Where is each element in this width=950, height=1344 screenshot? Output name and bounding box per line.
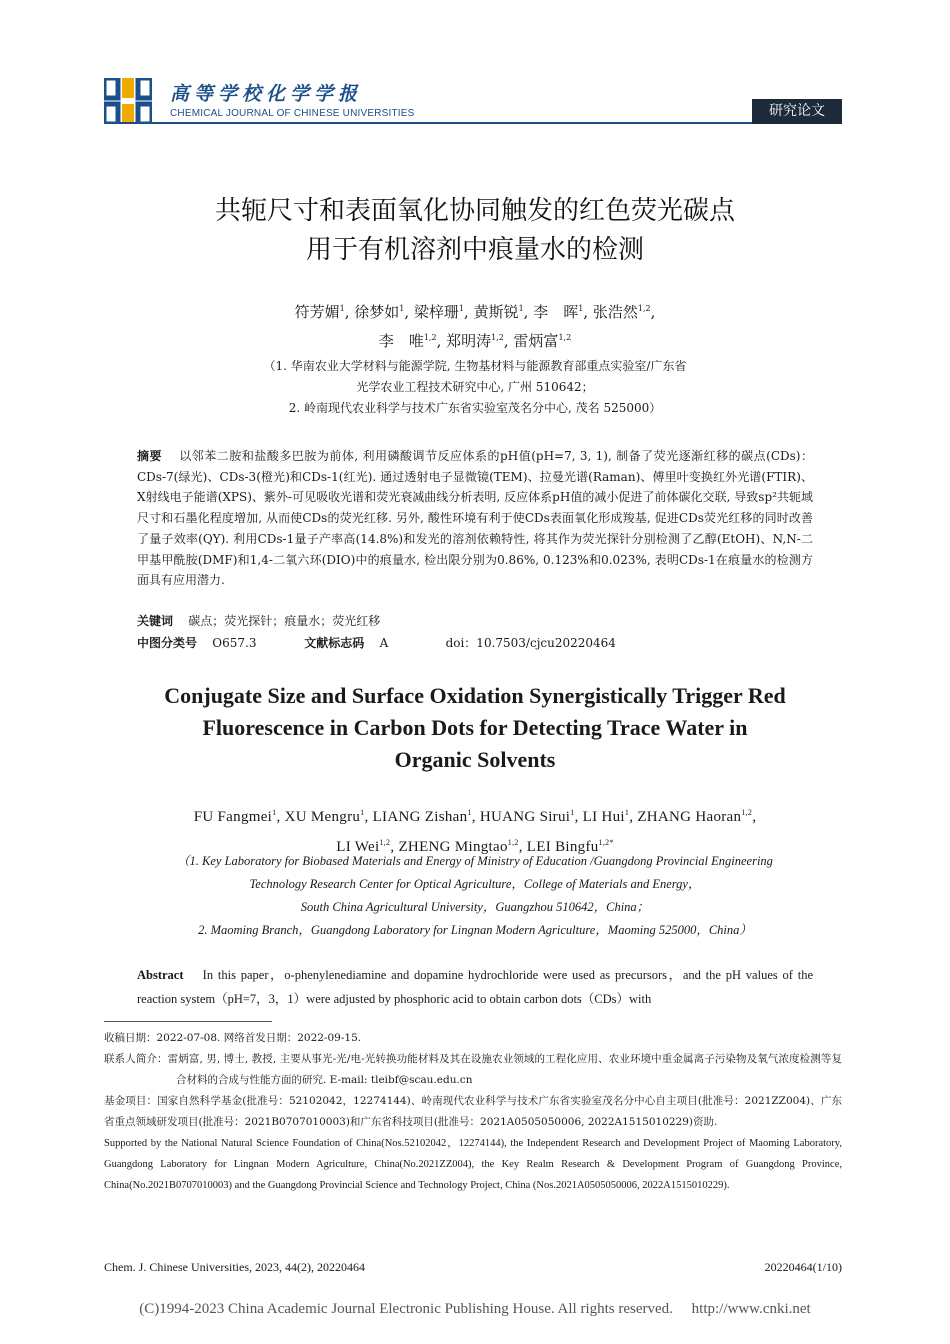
author-name: LIANG Zishan <box>372 809 468 825</box>
author-aff: 1 <box>360 808 365 817</box>
author-name: 黄斯锐 <box>473 303 519 321</box>
author-name: ZHANG Haoran <box>637 809 742 825</box>
abstract-cn-text: 以邻苯二胺和盐酸多巴胺为前体, 利用磷酸调节反应体系的pH值(pH=7, 3, 1), 制备了荧光逐渐红移的碳点(CDs)：CDs-7(绿光)、CDs-3(橙光)和CDs-1(红光). 通过透射电子显微镜(TEM)、拉曼光谱(Raman)、傅里叶变换红外光谱(FTIR)、X射线电子能谱(XPS)、紫外-可见吸收光谱和荧光衰减曲线分析表明, 反应体系pH值的减小促进了前体碳化交联, 导致sp²共轭域尺寸和石墨化程度增加, 从而使CDs的荧光红移. 另外, 酸性环境有利于使CDs表面氧化形成羧基, 促进CDs荧光红移的同时改善了量子效率(QY). 利用CDs-1量子产率高(14.8%)和发光的溶剂依赖特性, 将其作为荧光探针分别检测了乙醇(EtOH)、N,N-二甲基甲酰胺(DMF)和1,4-二氧六环(DIO)中的痕量水, 检出限分别为0.86%, 0.123%和0.023%, 表明CDs-1在痕量水的检测方面具有应用潜力. <box>137 449 813 588</box>
footnote-rule <box>104 1021 272 1022</box>
copyright-line: (C)1994-2023 China Academic Journal Electronic Publishing House. All rights reserved. http://www.cnki.net <box>139 1301 811 1317</box>
author-name: XU Mengru <box>284 809 361 825</box>
author-name: LI Wei <box>336 839 380 855</box>
author-name: 梁梓珊 <box>413 303 459 321</box>
author-name: 李 唯 <box>378 332 424 350</box>
author-name: 符芳媚 <box>294 303 340 321</box>
affiliation-cn-line: 2. 岭南现代农业科学与技术广东省实验室茂名分中心, 茂名 525000） <box>288 401 662 415</box>
affiliation-cn-line: （1. 华南农业大学材料与能源学院, 生物基材料与能源教育部重点实验室/广东省 <box>263 359 687 373</box>
author-aff: 1,2 <box>741 808 753 817</box>
author-aff: 1 <box>624 808 630 817</box>
affiliations-en <box>100 850 850 942</box>
title-en-line3: Organic Solvents <box>394 747 556 772</box>
abstract-en-label: Abstract <box>137 968 184 982</box>
clc-label: 中图分类号 <box>137 636 198 650</box>
author-aff: 1 <box>458 304 465 313</box>
footnote-received: 收稿日期：2022-07-08. 网络首发日期：2022-09-15. <box>104 1032 362 1044</box>
author-name: 雷炳富 <box>513 332 559 350</box>
author-name: FU Fangmei <box>193 809 273 825</box>
footnotes <box>104 1028 842 1196</box>
author-name: 李 晖 <box>533 303 579 321</box>
doc-code-value: A <box>379 636 389 650</box>
author-aff: 1 <box>578 304 584 313</box>
abstract-en <box>137 963 813 1011</box>
footnote-contact: 联系人简介：雷炳富, 男, 博士, 教授, 主要从事光-光/电-光转换功能材料及其在设施农业领域的工程化应用、农业环境中重金属离子污染物及氧气浓度检测等复合材料的合成与性能方面的研究. E-mail: tleibf@scau.edu.cn <box>104 1053 842 1086</box>
author-aff: 1,2 <box>507 838 519 847</box>
author-aff: 1,2* <box>598 838 614 847</box>
author-name: LI Hui <box>582 809 625 825</box>
title-en <box>100 680 850 776</box>
journal-logo <box>104 78 152 124</box>
affiliation-en-line: （1. Key Laboratory for Biobased Materials and Energy of Ministry of Education /Guangdong Provincial Engineering <box>177 854 773 868</box>
affiliation-en-line: Technology Research Center for Optical Agriculture，College of Materials and Energy， <box>249 877 701 891</box>
abstract-cn <box>137 446 813 591</box>
author-aff: 1,2 <box>491 333 504 342</box>
keywords-label: 关键词 <box>137 614 174 628</box>
journal-name-en: CHEMICAL JOURNAL OF CHINESE UNIVERSITIES <box>170 108 415 119</box>
header-rule <box>104 122 752 124</box>
footnote-funding-cn: 基金项目：国家自然科学基金(批准号：52102042，12274144)、岭南现代农业科学与技术广东省实验室茂名分中心自主项目(批准号：2021ZZ004)、广东省重点领域研发项目(批准号：2021B0707010003)和广东省科技项目(批准号：2021A0505050006, 2022A1515010229)资助. <box>104 1095 842 1128</box>
abstract-en-text: In this paper，o-phenylenediamine and dopamine hydrochloride were used as precursors，and the pH values of the reaction system（pH=7，3，1）were adjusted by phosphoric acid to obtain carbon dots（CDs）with <box>137 968 813 1006</box>
author-aff: 1,2 <box>637 304 651 313</box>
doi: doi：10.7503/cjcu20220464 <box>445 636 616 650</box>
authors-en-line2: LI Wei$^{1,2}$, ZHENG Mingtao$^{1,2}$, LEI Bingfu$^{1,2*}$ <box>336 838 614 855</box>
author-name: 张浩然 <box>592 303 638 321</box>
author-aff: 1,2 <box>423 333 437 342</box>
title-en-line1: Conjugate Size and Surface Oxidation Synergistically Trigger Red <box>164 683 786 708</box>
authors-cn <box>60 296 890 354</box>
affiliation-cn-line: 光学农业工程技术研究中心, 广州 510642； <box>356 380 594 394</box>
footnote-funding-en: Supported by the National Natural Science Foundation of China(Nos.52102042，12274144), the Independent Research and Development Project of Maoming Laboratory, Guangdong Laboratory for Lingnan Modern Agriculture, China(No.2021ZZ004), the Key Realm Research & Development Program of Guangdong Province, China(No.2021B0707010003) and the Guangdong Provincial Science and Technology Project, China (Nos.2021A0505050006, 2022A1515010229). <box>104 1138 842 1191</box>
title-en-line2: Fluorescence in Carbon Dots for Detecting Trace Water in <box>202 715 748 740</box>
author-aff: 1 <box>339 304 345 313</box>
citation: Chem. J. Chinese Universities, 2023, 44(2), 20220464 <box>104 1260 365 1274</box>
title-cn <box>60 192 890 270</box>
classification-line <box>137 633 813 653</box>
affiliation-en-line: 2. Maoming Branch，Guangdong Laboratory for Lingnan Modern Agriculture，Maoming 525000，China） <box>198 923 752 937</box>
author-aff: 1 <box>570 808 575 817</box>
author-aff: 1 <box>518 304 524 313</box>
author-aff: 1 <box>399 304 405 313</box>
author-name: LEI Bingfu <box>526 839 599 855</box>
keywords-cn <box>137 611 813 631</box>
clc-value: O657.3 <box>212 636 257 650</box>
journal-name-cn: 高等学校化学学报 <box>170 83 363 105</box>
authors-cn-line2: 李 唯$^{1,2}$, 郑明涛$^{1,2}$, 雷炳富$^{1,2}$ <box>378 332 572 350</box>
section-tag: 研究论文 <box>752 99 842 124</box>
author-aff: 1 <box>272 808 277 817</box>
title-cn-line2: 用于有机溶剂中痕量水的检测 <box>305 235 644 265</box>
author-name: 徐梦如 <box>354 303 400 321</box>
author-name: ZHENG Mingtao <box>398 839 508 855</box>
author-name: 郑明涛 <box>446 332 492 350</box>
authors-cn-line1: 符芳媚$^1$, 徐梦如$^1$, 梁梓珊$^1$, 黄斯锐$^1$, 李 晖$^1$, 张浩然$^{1,2}$, <box>294 303 656 321</box>
abstract-cn-label: 摘要 <box>137 449 163 463</box>
author-name: HUANG Sirui <box>479 809 571 825</box>
author-aff: 1 <box>467 808 472 817</box>
affiliation-en-line: South China Agricultural University，Guangzhou 510642，China； <box>300 900 650 914</box>
keywords-text: 碳点；荧光探针；痕量水；荧光红移 <box>188 614 381 628</box>
author-aff: 1,2 <box>379 838 391 847</box>
authors-en-line1: FU Fangmei$^1$, XU Mengru$^1$, LIANG Zishan$^1$, HUANG Sirui$^1$, LI Hui$^1$, ZHANG Haoran$^{1,2}$, <box>193 808 757 825</box>
title-cn-line1: 共轭尺寸和表面氧化协同触发的红色荧光碳点 <box>214 196 735 226</box>
affiliations-cn <box>60 356 890 419</box>
page-number: 20220464(1/10) <box>764 1260 842 1274</box>
doc-code-label: 文献标志码 <box>304 636 365 650</box>
author-aff: 1,2 <box>558 333 572 342</box>
